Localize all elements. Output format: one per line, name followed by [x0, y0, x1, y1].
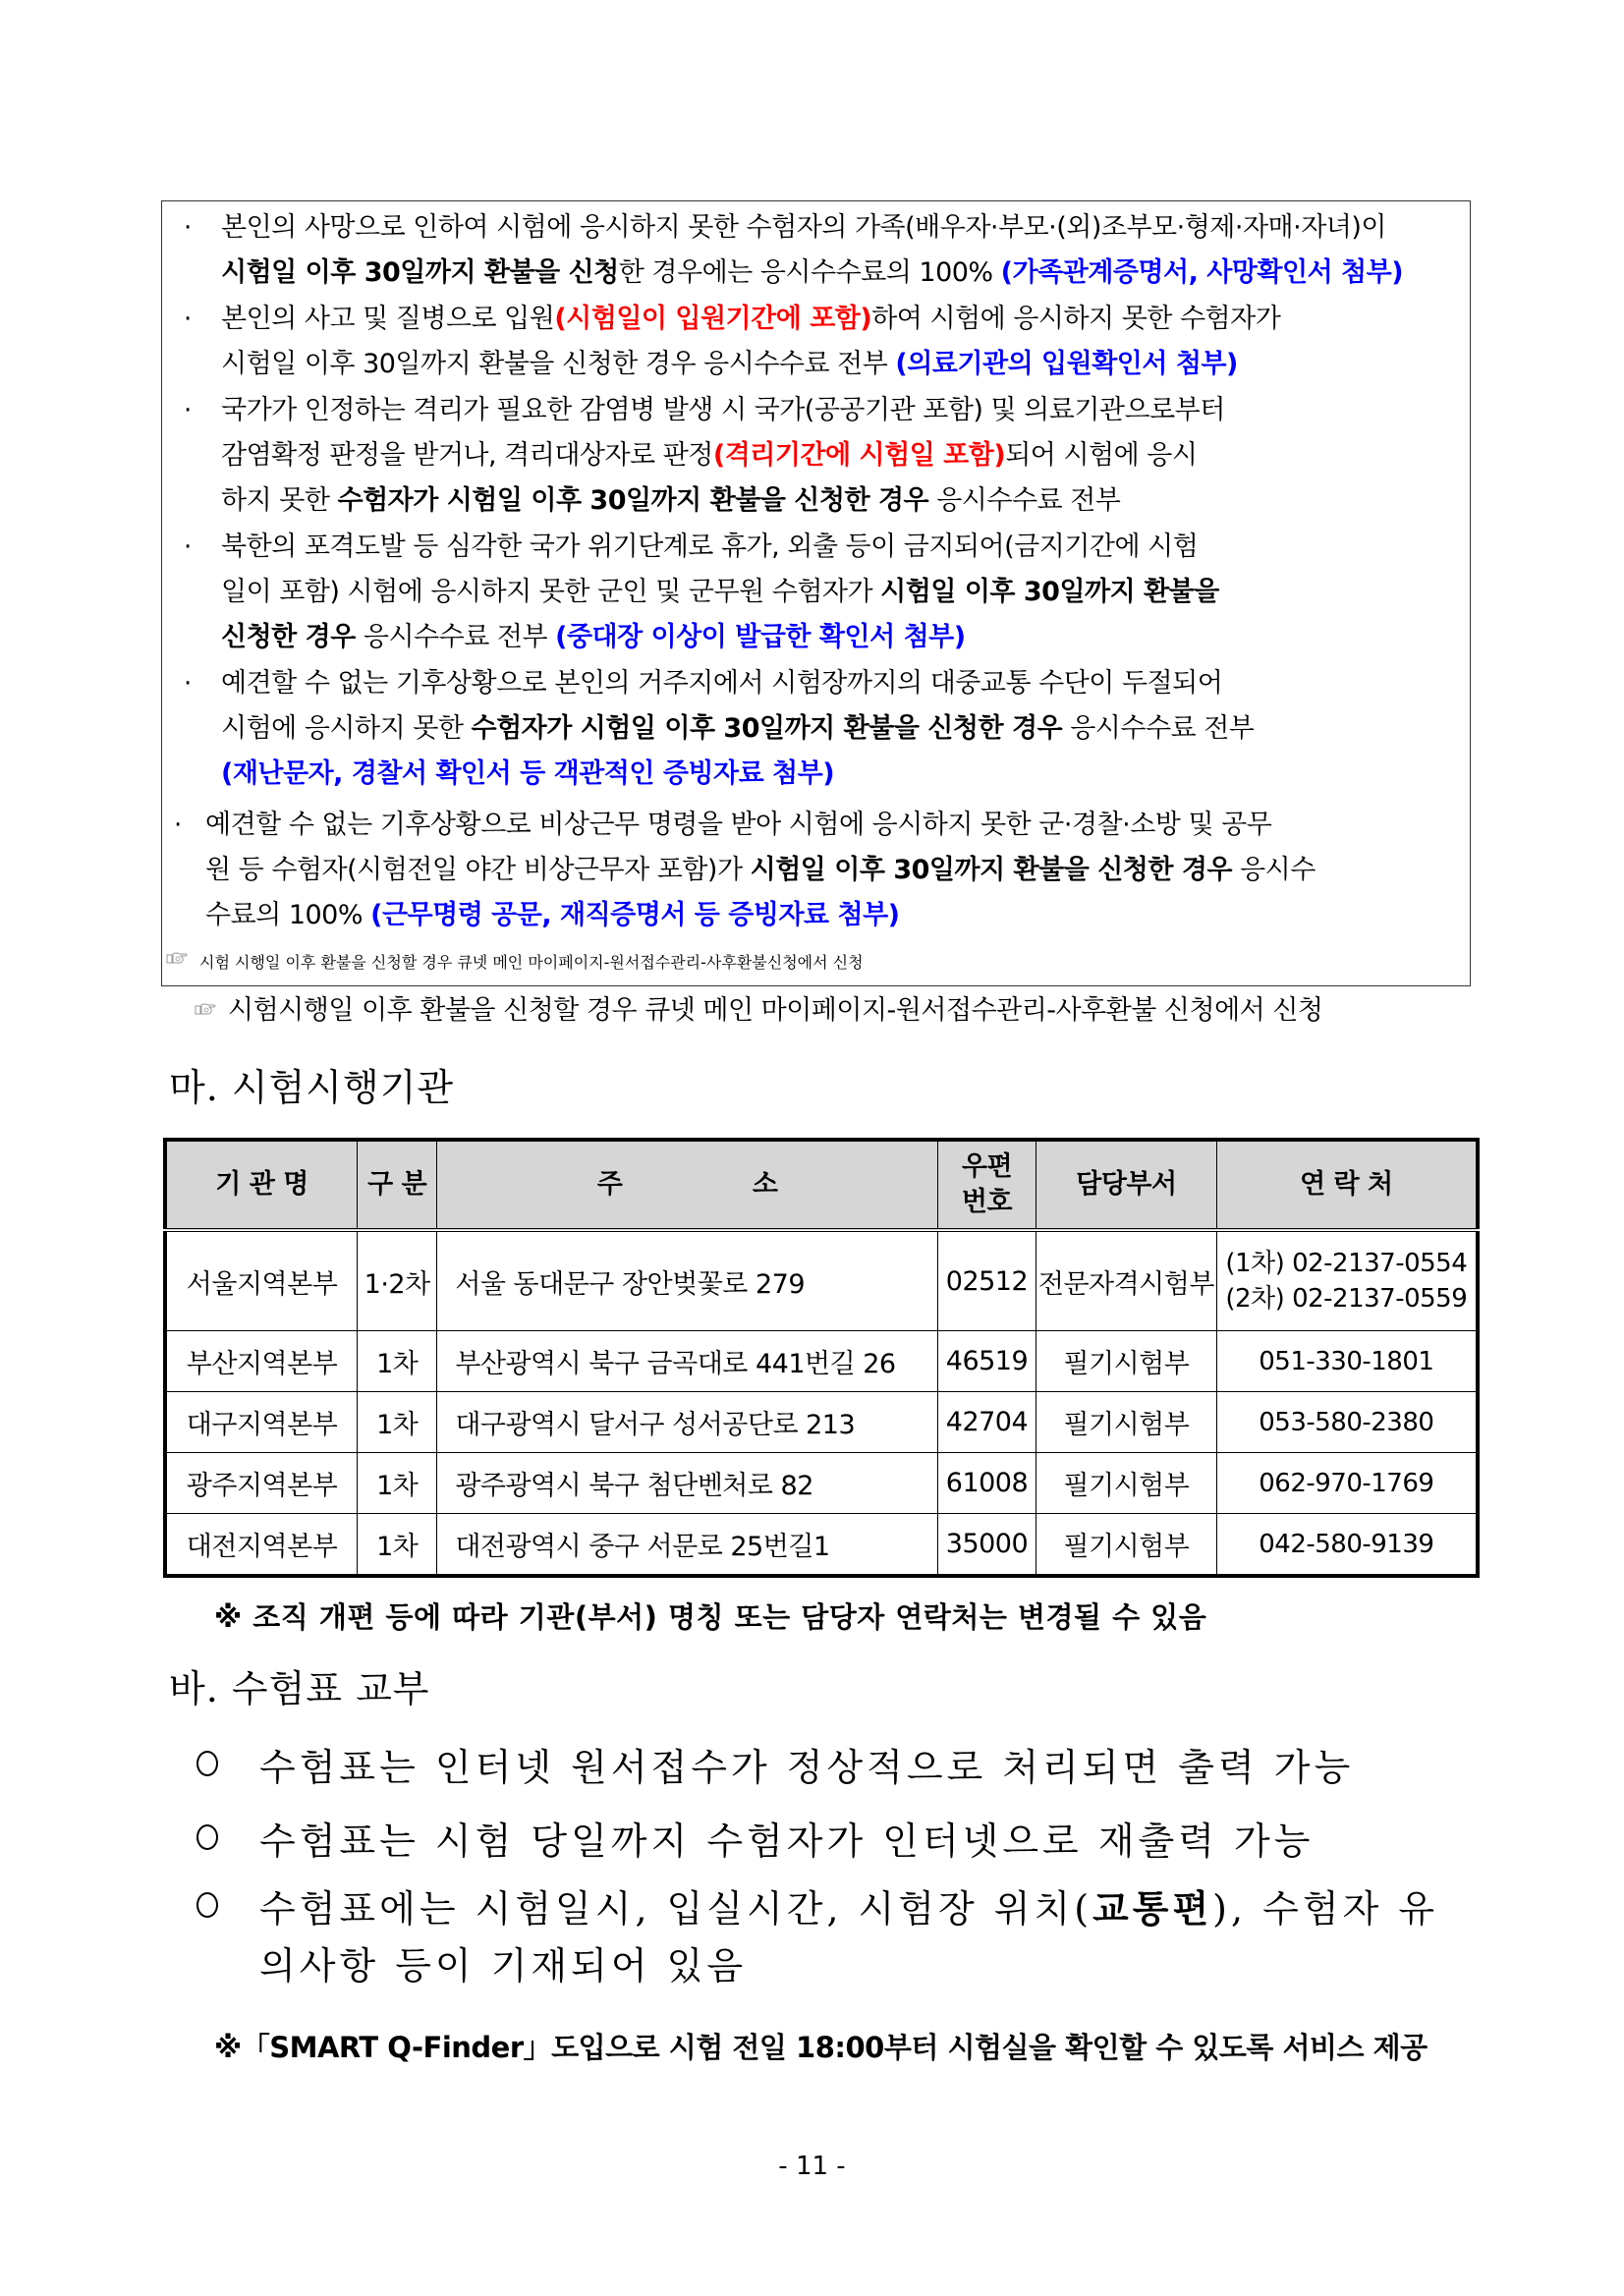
table-row	[165, 1514, 1478, 1577]
box-refund-procedure-note-text: 시험 시행일 이후 환불을 신청할 경우 큐넷 메인 마이페이지-원서접수관리-사후환불신청에서 신청	[199, 953, 864, 972]
table-row	[165, 1230, 1478, 1331]
text-run: 되어 시험에 응시	[1005, 440, 1198, 471]
round-cell: 1차	[358, 1331, 437, 1392]
text-run: 본인의 사망으로 인하여 시험에 응시하지 못한 수험자의 가족(배우자·부모·(외)조부모·형제·자매·자녀)이	[221, 212, 1386, 243]
refund-condition-line	[221, 342, 1238, 387]
phone-number: 051-330-1801	[1259, 1346, 1434, 1376]
postal-code-cell: 35000	[937, 1514, 1036, 1577]
text-run: 예견할 수 없는 기후상황으로 비상근무 명령을 받아 시험에 응시하지 못한 군·경찰·소방 및 공무	[205, 810, 1272, 840]
text-run: 응시수수료 전부	[928, 485, 1121, 516]
text-run: 수험표에는 시험일시, 입실시간, 시험장 위치(	[259, 1887, 1093, 1931]
table-row	[165, 1331, 1478, 1392]
red-emphasis-text: (시험일이 입원기간에 포함)	[554, 304, 872, 334]
contact-cell	[1216, 1392, 1478, 1453]
contact-cell	[1216, 1453, 1478, 1514]
address-cell: 대전광역시 중구 서문로 25번길1	[437, 1514, 938, 1577]
text-run: 하지 못한	[221, 485, 338, 516]
bullet-dot: ·	[174, 811, 182, 840]
postal-code-cell: 61008	[937, 1453, 1036, 1514]
header-address: 주 소	[437, 1140, 938, 1230]
admission-ticket-item-text	[259, 1878, 1438, 1932]
address-cell: 부산광역시 북구 금곡대로 441번길 26	[437, 1331, 938, 1392]
table-row	[165, 1453, 1478, 1514]
section-title-admission-ticket: 바. 수험표 교부	[169, 1667, 430, 1710]
text-run: 국가가 인정하는 격리가 필요한 감염병 발생 시 국가(공공기관 포함) 및 의료기관으로부터	[221, 395, 1225, 425]
round-cell: 1차	[358, 1453, 437, 1514]
blue-attachment-text: (가족관계증명서, 사망확인서 첨부)	[1000, 257, 1404, 288]
round-cell: 1차	[358, 1392, 437, 1453]
table-row	[165, 1392, 1478, 1453]
admission-ticket-item-text	[259, 1935, 747, 1989]
refund-condition-line	[221, 615, 966, 660]
text-run: 응시수	[1232, 855, 1316, 885]
header-department: 담당부서	[1036, 1140, 1217, 1230]
section-title-exam-agencies: 마. 시험시행기관	[169, 1066, 455, 1109]
bold-text: 시험일 이후 30일까지 환불을 신청한 경우	[750, 855, 1233, 885]
text-run: 감염확정 판정을 받거나, 격리대상자로 판정	[221, 440, 713, 471]
department-cell: 필기시험부	[1036, 1514, 1217, 1577]
phone-number: 042-580-9139	[1259, 1529, 1434, 1559]
department-cell: 필기시험부	[1036, 1331, 1217, 1392]
text-run: 하여 시험에 응시하지 못한 수험자가	[871, 304, 1281, 334]
refund-condition-line	[221, 388, 1225, 433]
phone-number: 053-580-2380	[1259, 1407, 1434, 1437]
agency-name-cell: 광주지역본부	[165, 1453, 358, 1514]
refund-conditions-box	[161, 200, 1471, 986]
agency-change-note: ※ 조직 개편 등에 따라 기관(부서) 명칭 또는 담당자 연락처는 변경될 수 있음	[214, 1600, 1207, 1634]
refund-condition-line	[221, 661, 1222, 706]
contact-cell	[1216, 1331, 1478, 1392]
bullet-dot: ·	[184, 213, 192, 243]
text-run: 예견할 수 없는 기후상황으로 본인의 거주지에서 시험장까지의 대중교통 수단이 두절되어	[221, 668, 1223, 699]
bold-text: 시험일 이후 30일까지 환불을 신청	[221, 257, 619, 288]
text-run: 시험일 이후 30일까지 환불을 신청한 경우 응시수수료 전부	[221, 349, 896, 379]
text-run: 의사항 등이 기재되어 있음	[259, 1944, 748, 1988]
refund-condition-line	[221, 752, 834, 797]
round-cell: 1차	[358, 1514, 437, 1577]
bold-text: 교통편	[1092, 1886, 1213, 1931]
refund-condition-line	[221, 706, 1254, 752]
refund-condition-line	[221, 251, 1403, 296]
text-run: 일이 포함) 시험에 응시하지 못한 군인 및 군무원 수험자가	[221, 577, 881, 607]
agency-name-cell: 서울지역본부	[165, 1230, 358, 1331]
text-run: 응시수수료 전부	[1062, 713, 1255, 744]
header-postal-code: 우편 번호	[937, 1140, 1036, 1230]
address-cell: 광주광역시 북구 첨단벤처로 82	[437, 1453, 938, 1514]
refund-condition-line	[221, 433, 1197, 478]
blue-attachment-text: (중대장 이상이 발급한 확인서 첨부)	[555, 622, 966, 652]
circle-bullet-icon	[196, 1892, 218, 1918]
round-cell: 1·2차	[358, 1230, 437, 1331]
pointing-hand-icon	[166, 937, 192, 951]
table-header-row	[165, 1140, 1478, 1230]
department-cell: 전문자격시험부	[1036, 1230, 1217, 1331]
refund-condition-line	[205, 848, 1316, 893]
phone-number: (1차) 02-2137-0554	[1225, 1249, 1468, 1278]
text-run: 수험표는 시험 당일까지 수험자가 인터넷으로 재출력 가능	[259, 1820, 1315, 1863]
phone-number: 062-970-1769	[1259, 1468, 1434, 1498]
agency-name-cell: 대전지역본부	[165, 1514, 358, 1577]
text-run: 북한의 포격도발 등 심각한 국가 위기단계로 휴가, 외출 등이 금지되어(금지기간에 시험	[221, 532, 1199, 562]
postal-code-cell: 46519	[937, 1331, 1036, 1392]
bullet-dot: ·	[184, 669, 192, 699]
pointing-hand-icon	[195, 985, 220, 999]
exam-agency-table	[163, 1138, 1480, 1578]
text-run: 본인의 사고 및 질병으로 입원	[221, 304, 555, 334]
box-refund-procedure-note	[166, 940, 864, 985]
header-round: 구 분	[358, 1140, 437, 1230]
red-emphasis-text: (격리기간에 시험일 포함)	[712, 440, 1006, 471]
refund-condition-line	[221, 205, 1386, 251]
contact-cell	[1216, 1230, 1478, 1331]
address-cell: 대구광역시 달서구 성서공단로 213	[437, 1392, 938, 1453]
smart-q-finder-note: ※「SMART Q-Finder」도입으로 시험 전일 18:00부터 시험실을 확인할 수 있도록 서비스 제공	[214, 2031, 1428, 2064]
text-run: 시험에 응시하지 못한	[221, 713, 472, 744]
blue-attachment-text: (재난문자, 경찰서 확인서 등 객관적인 증빙자료 첨부)	[221, 758, 835, 789]
address-cell: 서울 동대문구 장안벚꽃로 279	[437, 1230, 938, 1331]
refund-condition-line	[221, 570, 1219, 615]
refund-condition-line	[221, 525, 1198, 570]
bold-text: 수험자가 시험일 이후 30일까지 환불을 신청한 경우	[337, 485, 929, 516]
text-run: 한 경우에는 응시수수료의 100%	[618, 257, 1001, 288]
bullet-dot: ·	[184, 305, 192, 334]
circle-bullet-icon	[196, 1824, 218, 1850]
department-cell: 필기시험부	[1036, 1453, 1217, 1514]
contact-cell	[1216, 1514, 1478, 1577]
bold-text: 시험일 이후 30일까지 환불을	[880, 577, 1219, 607]
phone-number: (2차) 02-2137-0559	[1225, 1284, 1468, 1314]
text-run: ), 수험자 유	[1212, 1887, 1439, 1931]
text-run: 원 등 수험자(시험전일 야간 비상근무자 포함)가	[205, 855, 751, 885]
admission-ticket-item-text	[259, 1737, 1354, 1791]
text-run: 수험표는 인터넷 원서접수가 정상적으로 처리되면 출력 가능	[259, 1746, 1355, 1789]
refund-condition-line	[205, 803, 1271, 848]
postal-code-cell: 02512	[937, 1230, 1036, 1331]
bullet-dot: ·	[184, 396, 192, 425]
blue-attachment-text: (의료기관의 입원확인서 첨부)	[895, 349, 1238, 379]
text-run: 응시수수료 전부	[355, 622, 556, 652]
bullet-dot: ·	[184, 532, 192, 562]
text-run: 수료의 100%	[205, 900, 371, 930]
header-agency-name: 기 관 명	[165, 1140, 358, 1230]
refund-procedure-note	[195, 988, 1323, 1034]
blue-attachment-text: (근무명령 공문, 재직증명서 등 증빙자료 첨부)	[370, 900, 900, 930]
agency-name-cell: 부산지역본부	[165, 1331, 358, 1392]
postal-code-cell: 42704	[937, 1392, 1036, 1453]
refund-procedure-note-text: 시험시행일 이후 환불을 신청할 경우 큐넷 메인 마이페이지-원서접수관리-사후환불 신청에서 신청	[228, 995, 1323, 1026]
bold-text: 수험자가 시험일 이후 30일까지 환불을 신청한 경우	[471, 713, 1063, 744]
bold-text: 신청한 경우	[221, 622, 356, 652]
admission-ticket-item-text	[259, 1811, 1314, 1865]
refund-condition-line	[221, 478, 1120, 524]
header-contact: 연 락 처	[1216, 1140, 1478, 1230]
department-cell: 필기시험부	[1036, 1392, 1217, 1453]
page-number: - 11 -	[778, 2152, 846, 2181]
refund-condition-line	[221, 297, 1280, 342]
agency-name-cell: 대구지역본부	[165, 1392, 358, 1453]
circle-bullet-icon	[196, 1751, 218, 1776]
refund-condition-line	[205, 893, 900, 938]
